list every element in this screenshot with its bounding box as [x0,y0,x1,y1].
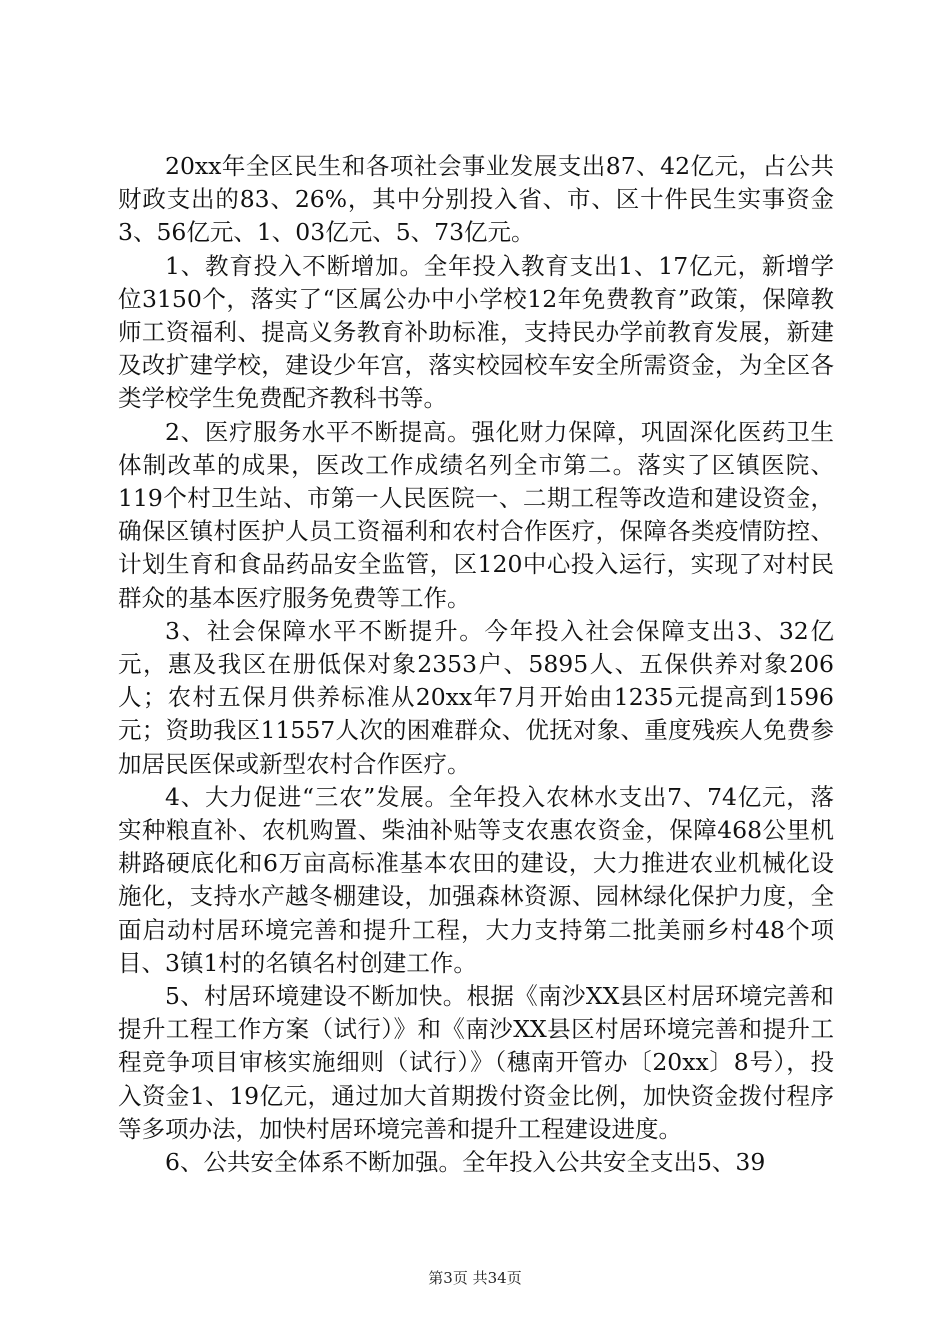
page-footer: 第3页 共34页 [428,1269,522,1287]
document-body [118,150,834,1179]
paragraph-education: 1、教育投入不断增加。全年投入教育支出1、17亿元，新增学位3150个，落实了“区属公办中小学校12年免费教育”政策，保障教师工资福利、提高义务教育补助标准，支持民办学前教育发展，新建及改扩建学校，建设少年宫，落实校园校车安全所需资金，为全区各类学校学生免费配齐教科书等。 [118,251,834,413]
paragraph-agriculture: 4、大力促进“三农”发展。全年投入农林水支出7、74亿元，落实种粮直补、农机购置、柴油补贴等支农惠农资金，保障468公里机耕路硬底化和6万亩高标准基本农田的建设，大力推进农业机械化设施化，支持水产越冬棚建设，加强森林资源、园林绿化保护力度，全面启动村居环境完善和提升工程，大力支持第二批美丽乡村48个项目、3镇1村的名镇名村创建工作。 [118,782,834,977]
paragraph-social-security: 3、社会保障水平不断提升。今年投入社会保障支出3、32亿元，惠及我区在册低保对象2353户、5895人、五保供养对象206人；农村五保月供养标准从20xx年7月开始由1235元提高到1596元；资助我区11557人次的困难群众、优抚对象、重度残疾人免费参加居民医保或新型农村合作医疗。 [118,616,834,778]
paragraph-public-safety: 6、公共安全体系不断加强。全年投入公共安全支出5、39 [165,1148,766,1177]
paragraph-summary: 20xx年全区民生和各项社会事业发展支出87、42亿元，占公共财政支出的83、26%，其中分别投入省、市、区十件民生实事资金3、56亿元、1、03亿元、5、73亿元。 [118,152,834,247]
paragraph-medical: 2、医疗服务水平不断提高。强化财力保障，巩固深化医药卫生体制改革的成果，医改工作成绩名列全市第二。落实了区镇医院、119个村卫生站、市第一人民医院一、二期工程等改造和建设资金，确保区镇村医护人员工资福利和农村合作医疗，保障各类疫情防控、计划生育和食品药品安全监管，区120中心投入运行，实现了对村民群众的基本医疗服务免费等工作。 [118,417,834,612]
paragraph-village-environment: 5、村居环境建设不断加快。根据《南沙XX县区村居环境完善和提升工程工作方案（试行）》和《南沙XX县区村居环境完善和提升工程竞争项目审核实施细则（试行）》（穗南开管办〔20xx〕8号），投入资金1、19亿元，通过加大首期拨付资金比例，加快资金拨付程序等多项办法，加快村居环境完善和提升工程建设进度。 [118,982,834,1143]
